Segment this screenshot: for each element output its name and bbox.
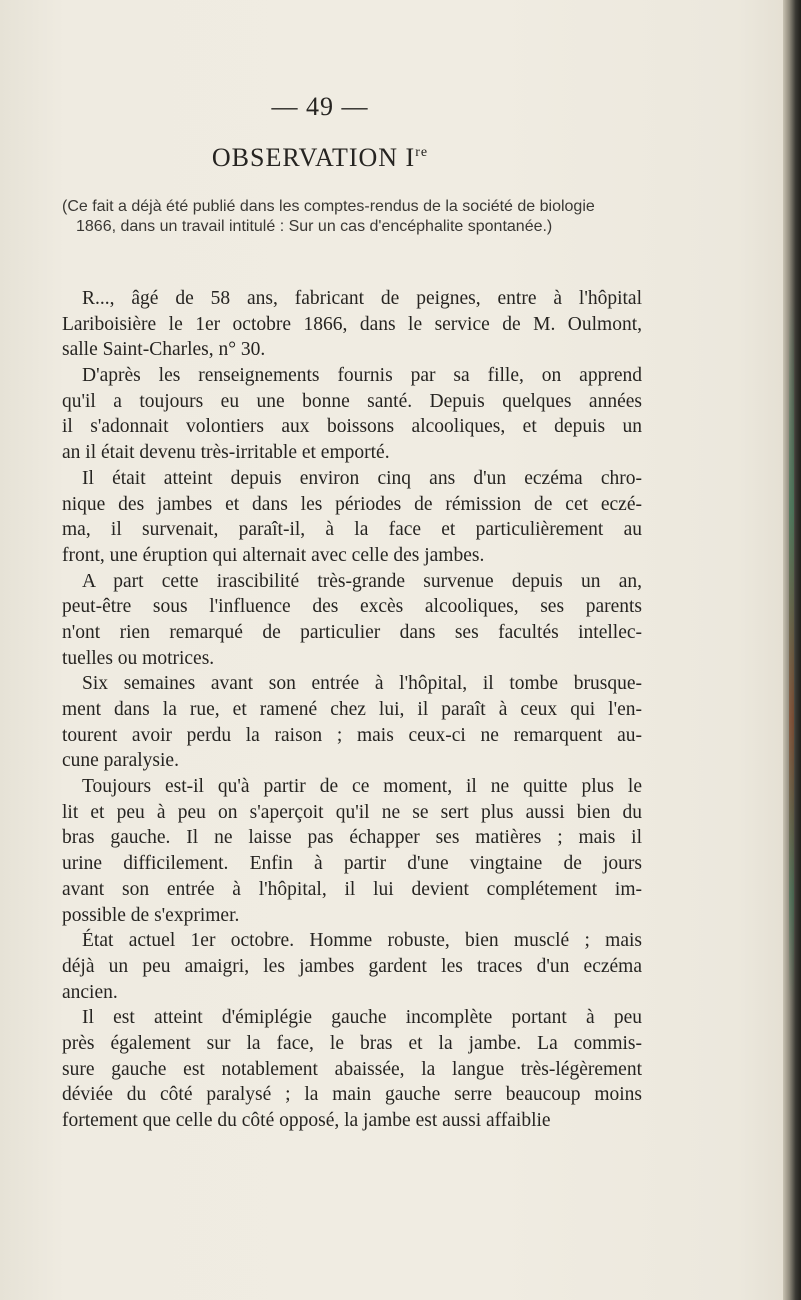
note-line: (Ce fait a déjà été publié dans les comptes-rendus de la société de biologie — [62, 198, 595, 215]
publication-note — [62, 197, 632, 237]
observation-body — [62, 286, 642, 1134]
text-line: déviée du côté paralysé ; la main gauche serre beaucoup moins — [62, 1084, 642, 1106]
text-line: lit et peu à peu on s'aperçoit qu'il ne se sert plus aussi bien du — [62, 801, 642, 823]
text-line: qu'il a toujours eu une bonne santé. Depuis quelques années — [62, 390, 642, 412]
text-line: avant son entrée à l'hôpital, il lui devient complétement im- — [62, 878, 642, 900]
text-line: n'ont rien remarqué de particulier dans ses facultés intellec- — [62, 621, 642, 643]
text-line: ancien. — [62, 981, 118, 1003]
text-line: il s'adonnait volontiers aux boissons alcooliques, et depuis un — [62, 416, 642, 438]
text-line: cune paralysie. — [62, 750, 179, 772]
text-line: A part cette irascibilité très-grande survenue depuis un an, — [82, 570, 642, 592]
text-line: bras gauche. Il ne laisse pas échapper ses matières ; mais il — [62, 827, 642, 849]
page-edge-shadow — [783, 0, 801, 1300]
text-line: tourent avoir perdu la raison ; mais ceux-ci ne remarquent au- — [62, 724, 642, 746]
text-line: Toujours est-il qu'à partir de ce moment, il ne quitte plus le — [82, 776, 642, 798]
text-line: D'après les renseignements fournis par sa fille, on apprend — [82, 365, 642, 387]
text-line: État actuel 1er octobre. Homme robuste, bien musclé ; mais — [82, 930, 642, 952]
text-line: tuelles ou motrices. — [62, 647, 215, 669]
text-line: fortement que celle du côté opposé, la jambe est aussi affaiblie — [62, 1110, 551, 1131]
text-line: front, une éruption qui alternait avec celle des jambes. — [62, 544, 485, 566]
text-line: nique des jambes et dans les périodes de rémission de cet eczé- — [62, 493, 642, 515]
page-number: — 49 — — [271, 92, 369, 121]
text-line: ma, il survenait, paraît-il, à la face et particulièrement au — [62, 519, 642, 541]
text-line: peut-être sous l'influence des excès alcooliques, ses parents — [62, 596, 642, 618]
text-line: Il était atteint depuis environ cinq ans d'un eczéma chro- — [82, 467, 642, 489]
text-line: R..., âgé de 58 ans, fabricant de peignes, entre à l'hôpital — [82, 288, 642, 309]
text-line: Il est atteint d'émiplégie gauche incomplète portant à peu — [82, 1007, 642, 1029]
text-line: Lariboisière le 1er octobre 1866, dans le service de M. Oulmont, — [62, 313, 642, 335]
observation-heading — [0, 143, 640, 173]
text-line: urine difficilement. Enfin à partir d'une vingtaine de jours — [62, 853, 642, 875]
text-line: près également sur la face, le bras et la jambe. La commis- — [62, 1032, 642, 1054]
note-line: 1866, dans un travail intitulé : Sur un cas d'encéphalite spontanée.) — [76, 218, 553, 235]
text-line: Six semaines avant son entrée à l'hôpital, il tombe brusque- — [82, 673, 642, 695]
text-line: salle Saint-Charles, n° 30. — [62, 339, 266, 361]
heading-superscript: re — [415, 145, 429, 160]
heading-text: OBSERVATION I — [211, 143, 416, 172]
text-line: ment dans la rue, et ramené chez lui, il paraît à ceux qui l'en- — [62, 699, 642, 720]
text-line: sure gauche est notablement abaissée, la langue très-légèrement — [62, 1058, 642, 1080]
text-line: an il était devenu très-irritable et emporté. — [62, 442, 390, 464]
text-line: possible de s'exprimer. — [62, 904, 240, 926]
text-line: déjà un peu amaigri, les jambes gardent les traces d'un eczéma — [62, 955, 642, 977]
